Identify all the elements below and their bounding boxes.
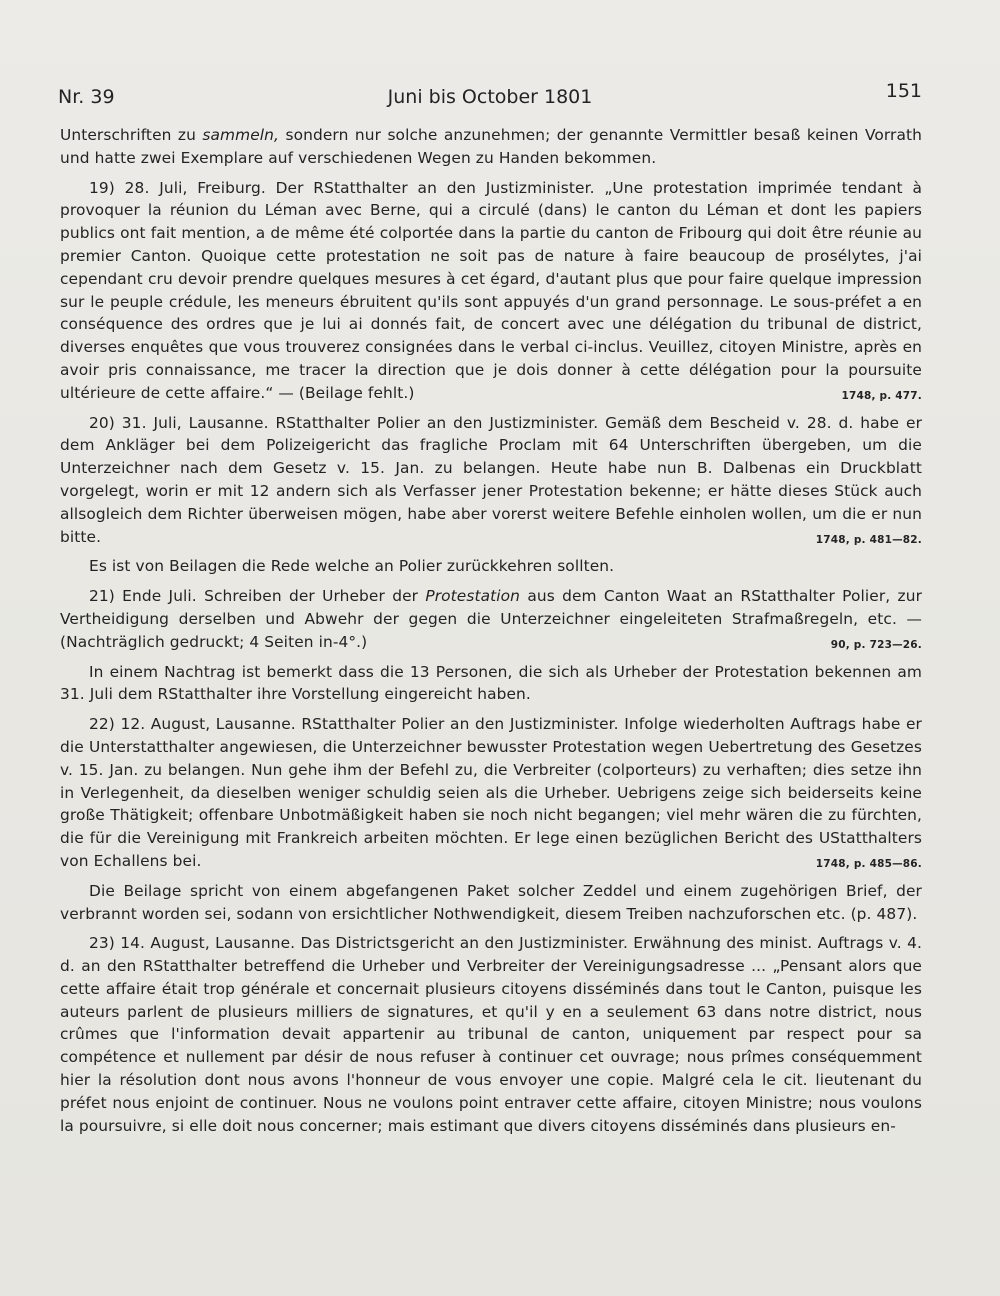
note-22: [60, 880, 922, 926]
entry-19: [60, 177, 922, 405]
archive-reference: 1748, p. 481—82.: [815, 533, 922, 546]
running-header: [58, 80, 922, 112]
entry-text: 19) 28. Juli, Freiburg. Der RStatthalter an den Justizminister. „Une protestation imprimée tendant à provoquer la réunion du Léman avec Berne, qui a circulé (dans) le canton du Léman et dont les papiers publics ont fait mention, a de même été colportée dans la partie du canton de Fribourg qui doit être réunie au premier Canton. Quoique cette protestation ne soit pas de nature à faire beaucoup de prosélytes, j'ai cependant cru devoir prendre quelques mesures à cet égard, d'autant plus que pour faire quelque impression sur le peuple crédule, les meneurs ébruitent qu'ils sont appuyés d'un grand personnage. Le sous-préfet a en conséquence des ordres que je lui ai donnés fait, de concert avec une délégation du tribunal de district, diverses enquêtes que vous trouverez consignées dans le verbal ci-inclus. Veuillez, citoyen Ministre, après en avoir pris connaissance, me tracer la direction que je dois donner à cette délégation pour la poursuite ultérieure de cette affaire.“ — (Beilage fehlt.): [60, 178, 922, 402]
document-number: Nr. 39: [58, 86, 115, 108]
note-text: In einem Nachtrag ist bemerkt dass die 13 Personen, die sich als Urheber der Protestation bekennen am 31. Juli dem RStatthalter ihre Vorstellung eingereicht haben.: [60, 662, 922, 704]
archive-reference: 1748, p. 485—86.: [815, 857, 922, 870]
note-text: Es ist von Beilagen die Rede welche an Polier zurückkehren sollten.: [89, 557, 615, 576]
paragraph-text: sondern nur solche anzunehmen; der genannte Vermittler besaß keinen Vorrath und hatte zwei Exemplare auf verschiedenen Wegen zu Handen bekommen.: [60, 126, 922, 167]
emphasis-text: Protestation: [425, 587, 521, 606]
page-number: 151: [885, 80, 922, 102]
archive-reference: 90, p. 723—26.: [830, 638, 922, 651]
entry-20: [60, 412, 922, 549]
note-20: [60, 555, 922, 578]
entry-text: 21) Ende Juli. Schreiben der Urheber der: [89, 587, 426, 606]
entry-text: 22) 12. August, Lausanne. RStatthalter Polier an den Justizminister. Infolge wiederholten Auftrags habe er die Unterstatthalter angewiesen, die Unterzeichner bewusster Protestation wegen Uebertretung des Gesetzes v. 15. Jan. zu belangen. Nun gehe ihm der Befehl zu, die Verbreiter (colporteurs) zu verhaften; dies setze ihn in Verlegenheit, da dieselben weniger schuldig seien als die Urheber. Uebrigens zeige sich beiderseits keine große Thätigkeit; offenbare Unbotmäßigkeit haben sie noch nicht begangen; viel mehr wären die zu fürchten, die für die Vereinigung mit Frankreich arbeiten möchten. Er lege einen bezüglichen Bericht des UStatthalters von Echallens bei.: [60, 715, 922, 870]
paragraph-text: Unterschriften zu: [60, 126, 203, 144]
entry-22: [60, 713, 922, 873]
note-21: [60, 661, 922, 707]
running-title: Juni bis October 1801: [387, 86, 593, 108]
entry-23: [60, 932, 922, 1137]
emphasis-text: sammeln,: [202, 126, 280, 144]
entry-text: 20) 31. Juli, Lausanne. RStatthalter Polier an den Justizminister. Gemäß dem Bescheid v. 28. d. habe er dem Ankläger bei dem Polizeigericht das fragliche Proclam mit 64 Unterschriften übergeben, um die Unterzeichner nach dem Gesetz v. 15. Jan. zu belangen. Heute habe nun B. Dalbenas ein Druckblatt vorgelegt, worin er mit 12 andern sich als Verfasser jener Protestation bekenne; er hätte dieses Stück auch allsogleich dem Richter überweisen mögen, habe aber vorerst weitere Befehle einholen wollen, um die er nun bitte.: [60, 413, 922, 546]
entry-text: aus dem Canton Waat an RStatthalter Polier, zur Vertheidigung derselben und Abwehr der gegen die Unterzeichner eingeleiteten Strafmaßregeln, etc. — (Nachträglich gedruckt; 4 Seiten in-4°.): [60, 587, 922, 651]
archive-reference: 1748, p. 477.: [841, 389, 922, 402]
note-text: Die Beilage spricht von einem abgefangenen Paket solcher Zeddel und einem zugehörigen Brief, der verbrannt worden sei, sodann von ersichtlicher Nothwendigkeit, diesem Treiben nachzuforschen etc. (p. 487).: [60, 881, 922, 923]
entry-21: [60, 585, 922, 653]
entry-text: 23) 14. August, Lausanne. Das Districtsgericht an den Justizminister. Erwähnung des minist. Auftrags v. 4. d. an den RStatthalter betreffend die Urheber und Verbreiter der Vereinigungsadresse ... „Pensant alors que cette affaire était trop générale et concernait plusieurs citoyens disséminés dans tout le Canton, puisque les auteurs parlent de plusieurs milliers de signatures, et qu'il y en a seulement 63 dans notre district, nous crûmes que l'information devait appartenir au tribunal de canton, uniquement par respect pour sa compétence et nullement par désir de nous refuser à continuer cet ouvrage; nous prîmes conséquemment hier la résolution dont nous avons l'honneur de vous envoyer une copie. Malgré cela le cit. lieutenant du préfet nous enjoint de continuer. Nous ne voulons point entraver cette affaire, citoyen Ministre; nous voulons la poursuivre, si elle doit nous concerner; mais estimant que divers citoyens disséminés dans plusieurs en-: [60, 934, 922, 1135]
paragraph-continuation: [60, 124, 922, 170]
document-body: [60, 124, 922, 1137]
